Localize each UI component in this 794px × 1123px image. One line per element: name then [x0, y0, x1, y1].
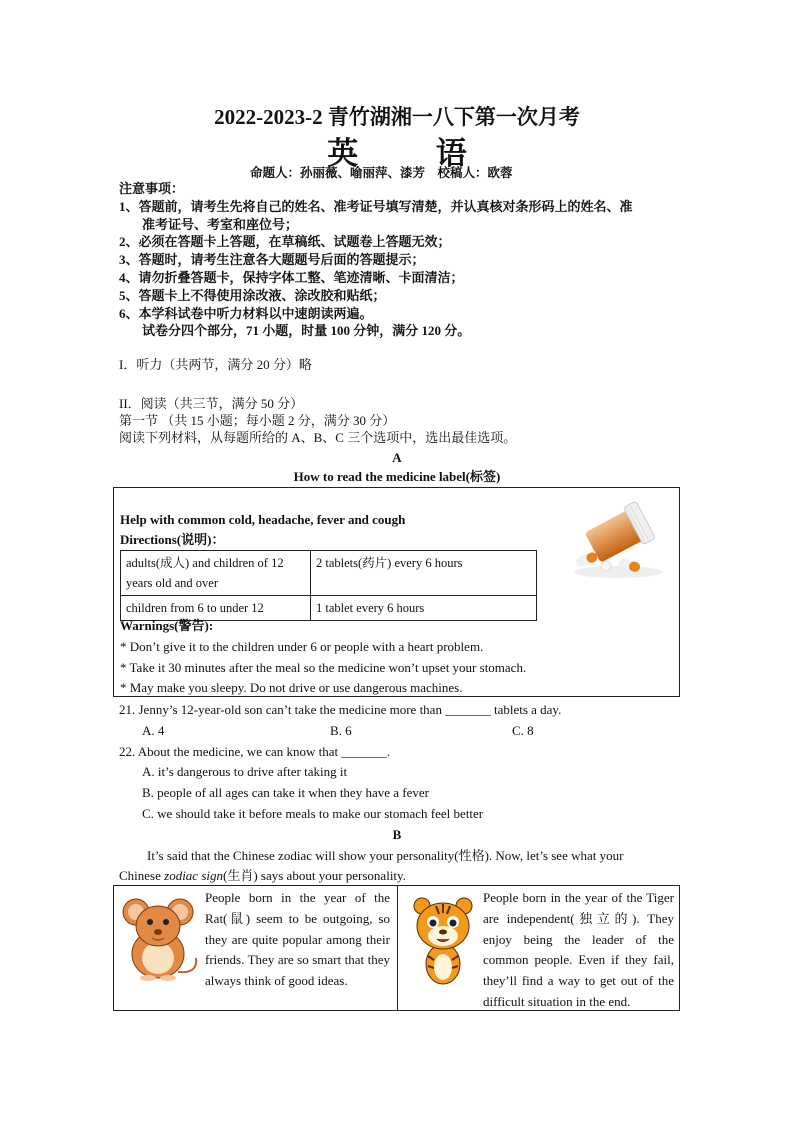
exam-notes	[119, 180, 679, 340]
table-cell: 2 tablets(药片) every 6 hours	[311, 551, 537, 596]
question-21-option-c: C. 8	[512, 723, 534, 738]
authors-line: 命题人：孙丽薇、喻丽萍、漆芳 校稿人：欧蓉	[250, 166, 513, 180]
column-divider	[397, 886, 398, 1010]
intro-text: (生肖) says about your personality.	[223, 868, 406, 883]
warnings-label: Warnings(警告):	[120, 618, 214, 633]
table-row	[121, 551, 537, 596]
table-cell: 1 tablet every 6 hours	[311, 596, 537, 621]
subject-char-1: 英	[327, 136, 359, 171]
note-item: 5、答题卡上不得使用涂改液、涂改胶和贴纸；	[119, 287, 386, 303]
passage-b-letter: B	[392, 827, 402, 842]
question-22-option-a: A. it’s dangerous to drive after taking it	[142, 764, 348, 779]
tiger-text: People born in the year of the Tiger are independent(独立的). They enjoy being the leader of the common people. Even if they fail, they’ll find a way to get out of the difficult situation in the end.	[483, 890, 674, 1009]
question-22: 22. About the medicine, we can know that _______.	[119, 744, 391, 759]
note-item: 准考证号、考室和座位号；	[142, 216, 299, 232]
section-reading-part1: 第一节 （共 15 小题；每小题 2 分，满分 30 分）	[119, 413, 396, 428]
passage-a-title: How to read the medicine label(标签)	[293, 469, 501, 484]
directions-label: Directions(说明)：	[120, 532, 225, 547]
table-cell: adults(成人) and children of 12 years old and over	[121, 551, 311, 596]
dosage-table	[120, 550, 537, 621]
note-item: 4、请勿折叠答题卡，保持字体工整、笔迹清晰、卡面清洁；	[119, 269, 464, 285]
exam-title: 2022-2023-2 青竹湖湘一八下第一次月考	[214, 105, 580, 129]
rat-text: People born in the year of the Rat(鼠) seem to be outgoing, so they are quite popular among their friends. They are so smart that they always think of good ideas.	[205, 890, 390, 989]
question-21-option-b: B. 6	[330, 723, 352, 738]
rat-cartoon-image	[118, 892, 202, 984]
note-item: 6、本学科试卷中听力材料以中速朗读两遍。	[119, 305, 373, 321]
intro-italic: zodiac sign	[164, 868, 224, 883]
question-21-option-a: A. 4	[142, 723, 165, 738]
note-item: 试卷分四个部分，71 小题，时量 100 分钟，满分 120 分。	[142, 323, 471, 339]
tiger-cartoon-image	[406, 892, 480, 988]
medicine-bottle-image	[568, 500, 666, 580]
intro-text: Chinese	[119, 868, 165, 883]
note-item: 3、答题时，请考生注意各大题题号后面的答题提示；	[119, 252, 425, 268]
note-item: 1、答题前，请考生先将自己的姓名、准考证号填写清楚，并认真核对条形码上的姓名、准	[119, 198, 633, 214]
question-21: 21. Jenny’s 12-year-old son can’t take the medicine more than _______ tablets a day.	[119, 702, 562, 717]
warning-item: * May make you sleepy. Do not drive or use dangerous machines.	[120, 680, 463, 695]
label-subtitle: Help with common cold, headache, fever and cough	[120, 512, 406, 527]
question-22-option-b: B. people of all ages can take it when they have a fever	[142, 785, 429, 800]
passage-a-letter: A	[392, 450, 402, 465]
question-22-option-c: C. we should take it before meals to make our stomach feel better	[142, 806, 484, 821]
note-item: 2、必须在答题卡上答题，在草稿纸、试题卷上答题无效；	[119, 234, 451, 250]
subject-char-2: 语	[435, 136, 467, 171]
notes-heading: 注意事项：	[119, 181, 185, 196]
section-listening: I．听力（共两节，满分 20 分）略	[119, 357, 312, 372]
passage-b-intro-line2	[119, 867, 406, 884]
passage-b-intro-line1: It’s said that the Chinese zodiac will show your personality(性格). Now, let’s see what your	[147, 848, 624, 863]
warning-item: * Take it 30 minutes after the meal so the medicine won’t upset your stomach.	[120, 660, 527, 675]
warning-item: * Don’t give it to the children under 6 or people with a heart problem.	[120, 639, 484, 654]
section-reading-title: II．阅读（共三节，满分 50 分）	[119, 396, 304, 411]
table-cell: children from 6 to under 12	[121, 596, 311, 621]
section-reading-instruction: 阅读下列材料，从每题所给的 A、B、C 三个选项中，选出最佳选项。	[119, 430, 517, 445]
